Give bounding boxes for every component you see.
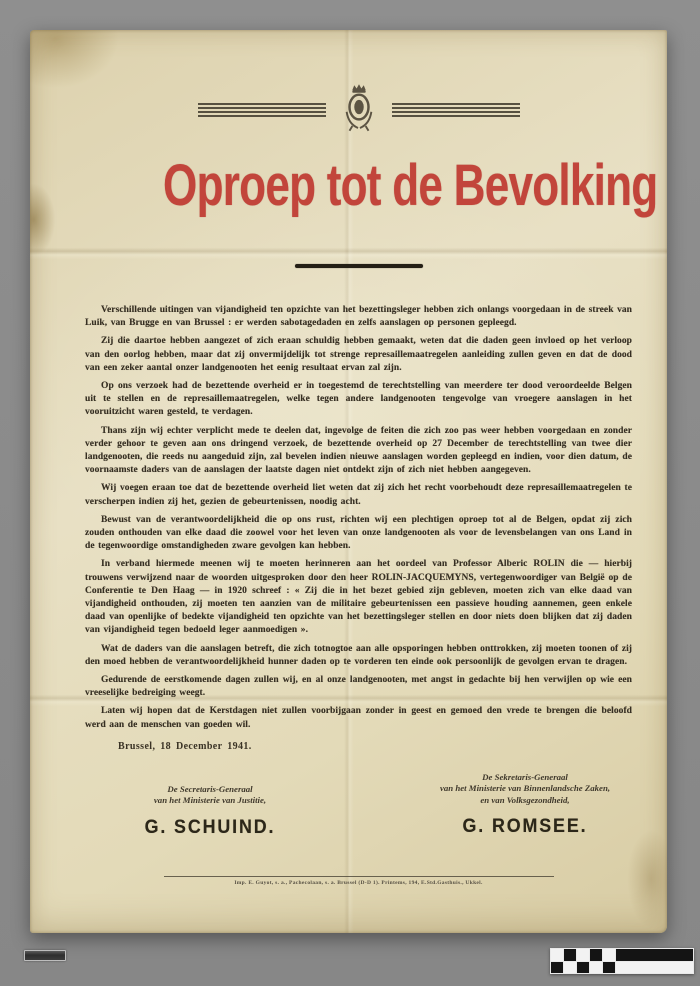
proclamation-paragraph: Laten wij hopen dat de Kerstdagen niet zullen voorbijgaan zonder in geest en gemoed den vrede te brengen die beloofd werd aan de menschen van goeden wil. <box>85 706 632 730</box>
calibration-square <box>603 949 615 961</box>
poster-title: Oproep tot de Bevolking <box>163 153 658 218</box>
poster-paper <box>30 30 667 933</box>
calibration-strip <box>550 948 694 974</box>
proclamation-body <box>85 304 632 732</box>
calibration-square <box>577 962 589 974</box>
calibration-bar <box>616 962 693 974</box>
signature-function-line: De Sekretaris-Generaal <box>482 771 568 782</box>
calibration-square <box>603 962 615 974</box>
proclamation-paragraph: Verschillende uitingen van vijandigheid ten opzichte van het bezettingsleger hebben zich onlangs voorgedaan in de streek van Luik, van Brugge en van Brussel : er werden sabotagedaden en zelfs aanslagen op personen gepleegd. <box>85 305 632 329</box>
calibration-square <box>564 962 576 974</box>
header-ornament <box>85 82 632 138</box>
calibration-square <box>551 962 563 974</box>
calibration-square <box>577 949 589 961</box>
calibration-row <box>551 962 693 974</box>
signature-name-romsee: G. ROMSEE. <box>462 816 588 838</box>
ornament-rules-right <box>392 103 520 117</box>
calibration-square <box>564 949 576 961</box>
proclamation-paragraph: Op ons verzoek had de bezettende overheid er in toegestemd de terechtstelling van meerdere ter dood veroordeelde Belgen uit te stellen en de represaillemaatregelen, welke tegen andere landgenooten tengevolge van vroegere aanslagen in het vooruitzicht waren gesteld, te verdagen. <box>85 381 632 418</box>
proclamation-paragraph: Wij voegen eraan toe dat de bezettende overheid liet weten dat zij zich het recht voorbehoudt deze represaillemaatregelen te verscherpen indien zij het, gezien de gebeurtenissen, noodig acht. <box>85 483 632 507</box>
photo-scale-marker <box>24 950 66 961</box>
proclamation-paragraph: In verband hiermede meenen wij te moeten herinneren aan het oordeel van Professor Alberic ROLIN die — hierbij trouwens verwijzend naar de woorden uitgesproken door den heer ROLIN-JACQUEMYNS, vertegenwoordiger van België op de Conferentie te Den Haag — in 1920 schreef : « Zij die in het bezet gebied zijn gebleven, moeten zich van elke daad van vijandigheid onthouden, zij moeten ten aanzien van de militaire gebeurtenissen een passieve houding aannemen, geen enkele daad van openlijke of bedekte vijandigheid ten opzichte van het bezettingsleger stellen en door niets doen blijken dat zij daden van vijandigheid tegen bedoeld leger aanmoedigen ». <box>85 559 632 636</box>
signature-function-line: De Secretaris-Generaal <box>167 783 253 794</box>
proclamation-paragraph: Zij die daartoe hebben aangezet of zich eraan schuldig hebben gemaakt, weten dat die daden geen invloed op het verloop van den oorlog hebben, maar dat zij onvermijdelijk tot strenge represaillemaatregelen aanleiding zullen geven en dat de dood van een zeker aantal onzer landgenooten het eenig resultaat ervan zal zijn. <box>85 336 632 373</box>
proclamation-paragraph: Wat de daders van die aanslagen betreft, die zich totnogtoe aan alle opsporingen hebben onttrokken, zij moeten toonen of zij den moed hebben de verantwoordelijkheid hunner daden op te vorderen ten einde ook persoonlijk de gevolgen ervan te dragen. <box>85 643 632 667</box>
belgian-coat-of-arms-icon <box>340 83 378 138</box>
signature-blocks <box>85 760 632 848</box>
proclamation-paragraph: Thans zijn wij echter verplicht mede te deelen dat, ingevolge de feiten die zich zoo pas weer hebben voorgedaan en zonder verder gehoor te geven aan ons dringend verzoek, de bezettende overheid op 27 December de terechtstelling van twee dier landgenooten, die reeds nu aangeduid zijn, zal bevelen indien nieuwe aanslagen worden gepleegd en indien, voor dien datum, de voornaamste daders van de aanslagen der laatste dagen niet ontdekt zijn of zich niet hebben aangegeven. <box>85 425 632 476</box>
calibration-row <box>551 949 693 961</box>
ornament-rules-left <box>198 103 326 117</box>
calibration-bar <box>616 949 693 961</box>
printer-imprint <box>85 876 632 886</box>
calibration-square <box>551 949 563 961</box>
signature-name-schuind: G. SCHUIND. <box>144 816 276 838</box>
imprint-rule <box>164 876 554 877</box>
signature-function-line: en van Volksgezondheid, <box>480 794 570 805</box>
calibration-square <box>590 949 602 961</box>
signature-block-justice <box>85 784 335 839</box>
calibration-square <box>590 962 602 974</box>
proclamation-paragraph: Bewust van de verantwoordelijkheid die op ons rust, richten wij een plechtigen oproep tot al de Belgen, opdat zij zich zouden onthouden van elke daad die zoowel voor het leven van onze landgenooten als voor de levensbelangen van ons Land in de tegenwoordige omstandigheden zware gevolgen kan hebben. <box>85 514 632 552</box>
title-divider <box>295 264 423 268</box>
date-line: Brussel, 18 December 1941. <box>118 740 252 752</box>
signature-function-line: van het Ministerie van Binnenlandsche Zaken, <box>439 783 611 794</box>
signature-function-line: van het Ministerie van Justitie, <box>153 795 267 806</box>
signature-block-interior <box>375 772 675 839</box>
imprint-text: Imp. E. Guyot, s. a., Pachecolaan, s. a. Brussel (D-D 1). Printems, 194, E.Std.Gasthuis., Ukkel. <box>234 879 483 886</box>
proclamation-paragraph: Gedurende de eerstkomende dagen zullen wij, en al onze landgenooten, met angst in gedachte bij hen verwijlen op wie een vreeselijke bedreiging weegt. <box>85 675 632 699</box>
